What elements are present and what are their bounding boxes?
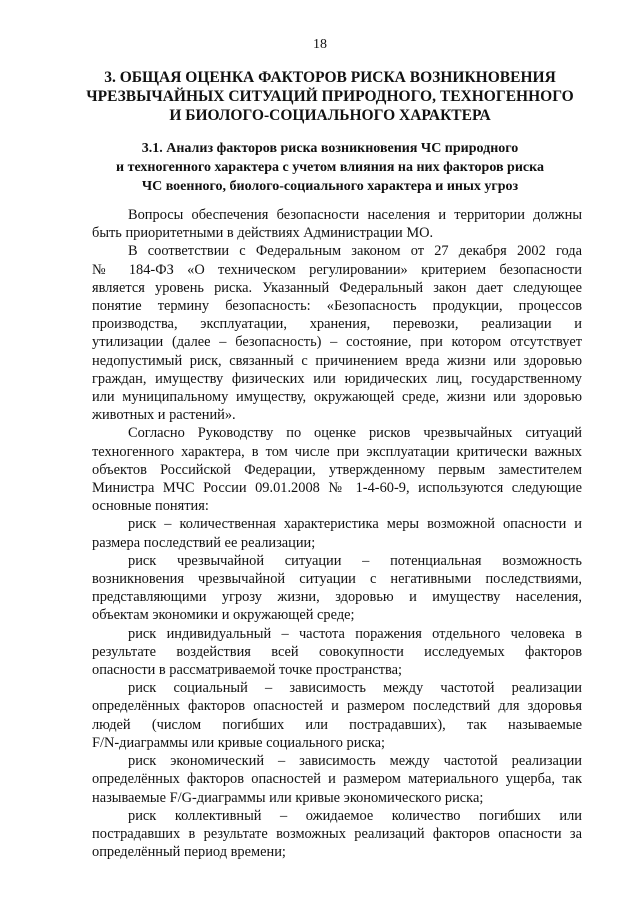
text-line: людей (числом погибших или пострадавших), так называемые (92, 716, 582, 733)
paragraph (92, 515, 582, 551)
subsection-title-line: и техногенного характера с учетом влияния на них факторов риска (116, 160, 544, 175)
page-number: 18 (313, 37, 327, 52)
paragraph (92, 807, 582, 862)
text-line: риск индивидуальный – частота поражения отдельного человека в (128, 625, 582, 642)
body-text (92, 206, 582, 861)
text-line: недопустимый риск, связанный с причинением вреда жизни или здоровью (92, 352, 582, 369)
text-line: определённых факторов опасностей и размером последствий для здоровья (92, 698, 582, 715)
section-title-line: 3. ОБЩАЯ ОЦЕНКА ФАКТОРОВ РИСКА ВОЗНИКНОВЕНИЯ (104, 69, 556, 86)
text-line: возникновения чрезвычайной ситуации с негативными последствиями, (92, 571, 582, 588)
text-line: опасности в рассматриваемой точке пространства; (92, 662, 403, 679)
text-line: быть приоритетными в действиях Администрации МО. (92, 225, 434, 242)
text-line: или муниципальному имуществу, окружающей среде, жизни или здоровью (92, 389, 582, 406)
text-line: № 184-ФЗ «О техническом регулировании» критерием безопасности (92, 261, 582, 278)
text-line: результате воздействия всей совокупности исследуемых факторов (92, 643, 582, 660)
text-line: техногенного характера, в том числе при эксплуатации критически важных (92, 443, 582, 460)
text-line: определённый период времени; (92, 844, 286, 861)
text-line: риск коллективный – ожидаемое количество погибших или (128, 807, 582, 824)
paragraph (92, 424, 582, 515)
subsection-title-line: ЧС военного, биолого-социального характера и иных угроз (141, 179, 519, 194)
subsection-title-line: 3.1. Анализ факторов риска возникновения ЧС природного (141, 141, 519, 156)
text-line: риск социальный – зависимость между частотой реализации (128, 680, 582, 697)
text-line: объектам экономики и окружающей среде; (92, 607, 355, 624)
text-line: пострадавших в результате возможных реализаций факторов опасности за (92, 825, 582, 842)
text-line: понятие термину безопасность: «Безопасность продукции, процессов (92, 298, 582, 315)
text-line: Согласно Руководству по оценке рисков чрезвычайных ситуаций (128, 425, 582, 442)
text-line: риск чрезвычайной ситуации – потенциальная возможность (128, 552, 582, 569)
paragraph (92, 552, 582, 625)
text-line: риск – количественная характеристика меры возможной опасности и (128, 516, 582, 533)
text-line: граждан, имуществу физических или юридических лиц, государственному (92, 370, 582, 387)
text-line: объектов Российской Федерации, утвержденному первым заместителем (92, 461, 582, 478)
text-line: размера последствий ее реализации; (92, 534, 316, 551)
text-line: производства, эксплуатации, хранения, перевозки, реализации и (92, 316, 582, 333)
section-title (80, 68, 580, 125)
text-line: животных и растений». (92, 407, 236, 424)
section-title-line: ЧРЕЗВЫЧАЙНЫХ СИТУАЦИЙ ПРИРОДНОГО, ТЕХНОГЕННОГО (86, 88, 574, 105)
text-line: риск экономический – зависимость между частотой реализации (128, 753, 582, 770)
text-line: утилизации (далее – безопасность) – состояние, при котором отсутствует (92, 334, 582, 351)
text-line: представляющими угрозу жизни, здоровью и имуществу населения, (92, 589, 582, 606)
paragraph (92, 679, 582, 752)
paragraph (92, 625, 582, 680)
text-line: Вопросы обеспечения безопасности населения и территории должны (128, 207, 582, 223)
text-line: Министра МЧС России 09.01.2008 № 1-4-60-9, используются следующие (92, 480, 582, 497)
text-line: основные понятия: (92, 498, 209, 515)
section-title-line: И БИОЛОГО-СОЦИАЛЬНОГО ХАРАКТЕРА (169, 107, 491, 124)
text-line: является уровень риска. Указанный Федеральный закон дает следующее (92, 279, 582, 296)
text-line: F/N-диаграммы или кривые социального риска; (92, 734, 385, 751)
paragraph (92, 242, 582, 424)
text-line: определённых факторов опасностей и размером материального ущерба, так (92, 771, 582, 788)
text-line: В соответствии с Федеральным законом от 27 декабря 2002 года (128, 243, 582, 260)
paragraph (92, 752, 582, 807)
text-line: называемые F/G-диаграммы или кривые экономического риска; (92, 789, 484, 806)
paragraph (92, 206, 582, 242)
subsection-title (88, 139, 572, 196)
